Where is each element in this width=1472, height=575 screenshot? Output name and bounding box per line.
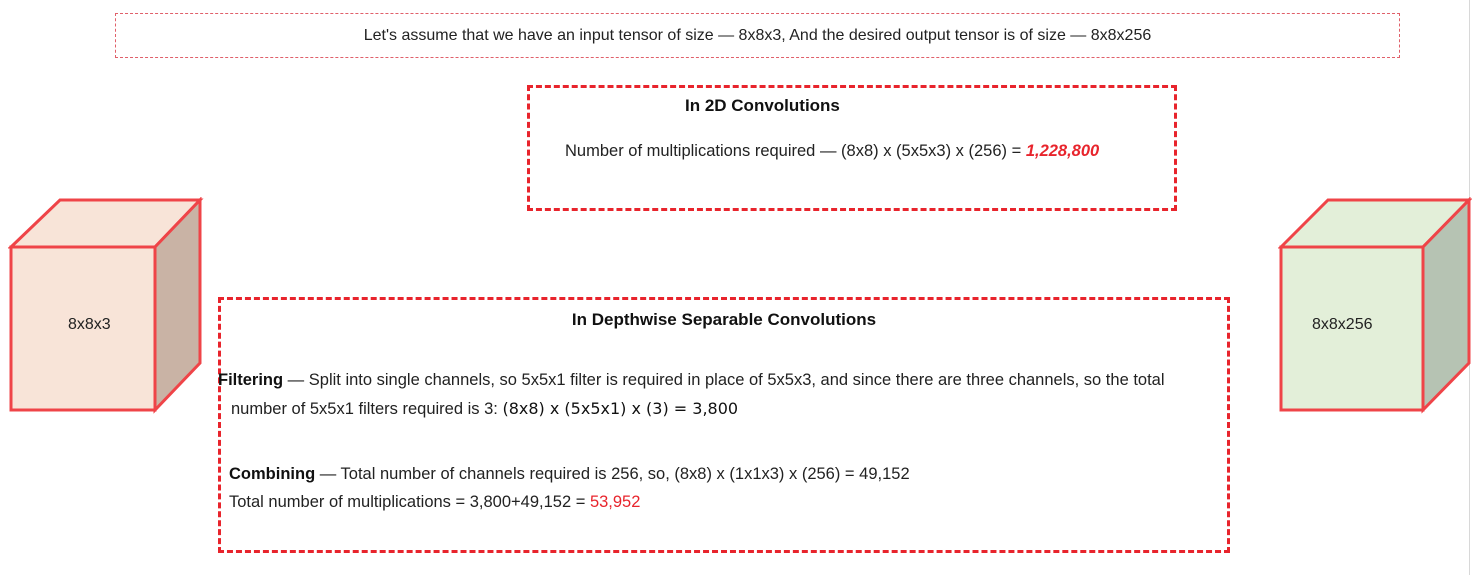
conv2d-mult-label: Number of multiplications required — (8x8) x (5x5x3) x (256) =: [565, 142, 1026, 160]
depthwise-box: [218, 297, 1230, 553]
input-tensor-cube: [8, 197, 204, 415]
total-line: [229, 493, 640, 512]
combining-line: [229, 465, 910, 484]
filtering-text-2: number of 5x5x1 filters required is 3:: [231, 400, 503, 418]
output-cube-label: 8x8x256: [1312, 316, 1373, 333]
input-cube-shape: [8, 197, 204, 415]
filtering-line-2: [231, 399, 738, 419]
output-cube-shape: [1278, 197, 1472, 415]
filtering-term: Filtering: [218, 371, 284, 389]
output-tensor-cube: [1278, 197, 1472, 415]
assumption-box: [115, 13, 1400, 58]
conv2d-title: In 2D Convolutions: [685, 96, 840, 115]
filtering-line-1: [218, 371, 1165, 390]
conv2d-mult-total: 1,228,800: [1025, 142, 1100, 160]
filtering-text: — Split into single channels, so 5x5x1 filter is required in place of 5x5x3, and since there are three channels, so the total: [283, 371, 1165, 389]
depthwise-title: In Depthwise Separable Convolutions: [571, 310, 877, 329]
conv2d-mult-line: [565, 142, 1099, 161]
total-label: Total number of multiplications = 3,800+49,152 =: [229, 493, 590, 511]
assumption-text: Let's assume that we have an input tensor of size — 8x8x3, And the desired output tensor is of size — 8x8x256: [363, 26, 1152, 44]
filtering-formula: (8x8) x (5x5x1) x (3) = 3,800: [502, 399, 739, 418]
input-cube-label: 8x8x3: [68, 316, 111, 333]
total-value: 53,952: [589, 493, 641, 511]
combining-text: — Total number of channels required is 256, so, (8x8) x (1x1x3) x (256) = 49,152: [315, 465, 910, 483]
conv2d-box: [527, 85, 1177, 211]
combining-term: Combining: [229, 465, 316, 483]
